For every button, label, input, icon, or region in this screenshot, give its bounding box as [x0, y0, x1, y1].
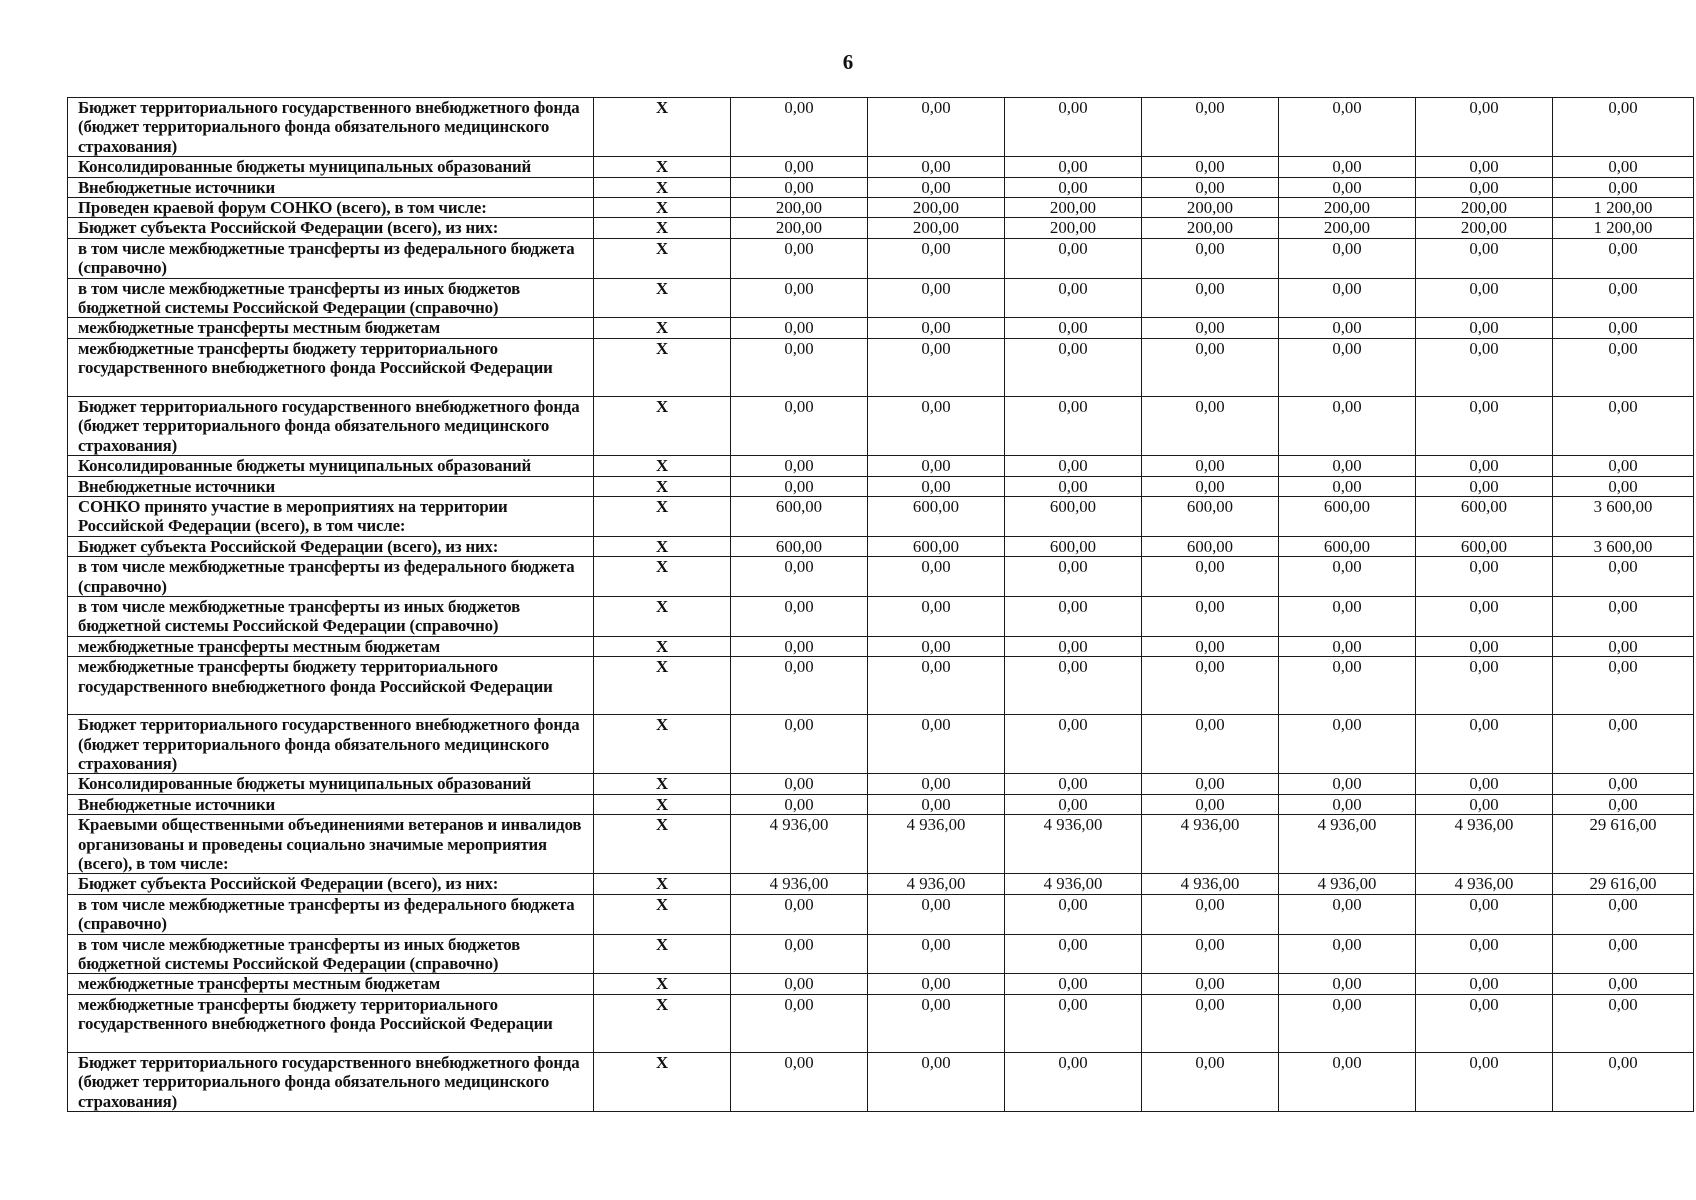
row-label: Бюджет территориального государственного внебюджетного фонда (бюджет территориального фонда обязательного медицинского страхования)	[68, 98, 594, 157]
row-year-value: 4 936,00	[1005, 815, 1142, 874]
row-year-value: 200,00	[1142, 218, 1279, 238]
row-year-value: 0,00	[1279, 238, 1416, 278]
row-year-value: 0,00	[731, 557, 868, 597]
row-year-value: 0,00	[1005, 177, 1142, 197]
row-total-value: 0,00	[1553, 476, 1694, 496]
row-year-value: 200,00	[1005, 218, 1142, 238]
row-year-value: 600,00	[731, 536, 868, 556]
row-label: Консолидированные бюджеты муниципальных образований	[68, 774, 594, 794]
row-x-mark: X	[594, 994, 731, 1052]
row-year-value: 200,00	[1279, 218, 1416, 238]
row-year-value: 0,00	[1142, 338, 1279, 396]
row-year-value: 0,00	[1279, 934, 1416, 974]
row-year-value: 0,00	[1142, 715, 1279, 774]
row-total-value: 0,00	[1553, 157, 1694, 177]
row-total-value: 3 600,00	[1553, 496, 1694, 536]
row-year-value: 0,00	[868, 596, 1005, 636]
row-label: СОНКО принято участие в мероприятиях на территории Российской Федерации (всего), в том числе:	[68, 496, 594, 536]
row-year-value: 0,00	[1142, 396, 1279, 455]
row-year-value: 0,00	[1279, 278, 1416, 318]
row-year-value: 0,00	[1416, 636, 1553, 656]
row-year-value: 4 936,00	[1279, 874, 1416, 894]
row-year-value: 600,00	[1416, 496, 1553, 536]
row-year-value: 4 936,00	[1416, 815, 1553, 874]
row-year-value: 0,00	[731, 1052, 868, 1111]
row-year-value: 0,00	[1005, 476, 1142, 496]
row-year-value: 0,00	[1005, 157, 1142, 177]
row-year-value: 0,00	[1142, 774, 1279, 794]
row-year-value: 0,00	[1279, 476, 1416, 496]
row-year-value: 0,00	[1005, 974, 1142, 994]
row-year-value: 0,00	[1416, 794, 1553, 814]
row-year-value: 0,00	[731, 396, 868, 455]
row-total-value: 0,00	[1553, 894, 1694, 934]
row-year-value: 200,00	[1416, 198, 1553, 218]
row-year-value: 0,00	[1279, 974, 1416, 994]
page-number: 6	[842, 50, 854, 74]
table-row	[68, 794, 1694, 814]
row-year-value: 200,00	[731, 218, 868, 238]
row-year-value: 0,00	[868, 396, 1005, 455]
row-year-value: 200,00	[731, 198, 868, 218]
table-row	[68, 994, 1694, 1052]
row-total-value: 0,00	[1553, 177, 1694, 197]
row-year-value: 0,00	[868, 894, 1005, 934]
row-year-value: 0,00	[868, 318, 1005, 338]
row-year-value: 0,00	[1005, 1052, 1142, 1111]
table-row	[68, 657, 1694, 715]
row-year-value: 0,00	[731, 934, 868, 974]
table-row	[68, 874, 1694, 894]
row-year-value: 4 936,00	[1142, 874, 1279, 894]
row-x-mark: X	[594, 338, 731, 396]
row-year-value: 0,00	[731, 715, 868, 774]
row-label: Консолидированные бюджеты муниципальных образований	[68, 456, 594, 476]
table-row	[68, 476, 1694, 496]
row-year-value: 0,00	[1142, 596, 1279, 636]
row-label: межбюджетные трансферты бюджету территориального государственного внебюджетного фонда Российской Федерации	[68, 994, 594, 1052]
table-row	[68, 774, 1694, 794]
row-year-value: 0,00	[868, 476, 1005, 496]
row-year-value: 0,00	[868, 794, 1005, 814]
row-year-value: 0,00	[1142, 98, 1279, 157]
row-year-value: 0,00	[1279, 636, 1416, 656]
row-year-value: 0,00	[1279, 994, 1416, 1052]
row-x-mark: X	[594, 657, 731, 715]
row-year-value: 0,00	[731, 338, 868, 396]
row-total-value: 0,00	[1553, 794, 1694, 814]
row-year-value: 0,00	[1279, 894, 1416, 934]
row-year-value: 0,00	[1279, 557, 1416, 597]
budget-table	[67, 97, 1694, 1112]
table-row	[68, 318, 1694, 338]
row-total-value: 0,00	[1553, 278, 1694, 318]
row-total-value: 0,00	[1553, 318, 1694, 338]
row-year-value: 0,00	[1142, 894, 1279, 934]
row-year-value: 0,00	[1142, 278, 1279, 318]
row-total-value: 0,00	[1553, 98, 1694, 157]
row-year-value: 0,00	[1416, 238, 1553, 278]
row-year-value: 0,00	[731, 974, 868, 994]
row-x-mark: X	[594, 157, 731, 177]
row-total-value: 0,00	[1553, 774, 1694, 794]
row-total-value: 0,00	[1553, 338, 1694, 396]
row-year-value: 0,00	[731, 994, 868, 1052]
row-year-value: 0,00	[1416, 596, 1553, 636]
row-label: Бюджет территориального государственного внебюджетного фонда (бюджет территориального фонда обязательного медицинского страхования)	[68, 1052, 594, 1111]
row-year-value: 0,00	[731, 476, 868, 496]
row-label: межбюджетные трансферты местным бюджетам	[68, 636, 594, 656]
row-year-value: 0,00	[1416, 715, 1553, 774]
row-year-value: 0,00	[1279, 318, 1416, 338]
row-year-value: 0,00	[1005, 657, 1142, 715]
row-year-value: 4 936,00	[1416, 874, 1553, 894]
row-year-value: 600,00	[731, 496, 868, 536]
row-x-mark: X	[594, 177, 731, 197]
row-year-value: 0,00	[1279, 98, 1416, 157]
row-year-value: 0,00	[868, 98, 1005, 157]
row-year-value: 0,00	[1416, 456, 1553, 476]
row-year-value: 0,00	[1416, 894, 1553, 934]
row-year-value: 4 936,00	[1279, 815, 1416, 874]
row-year-value: 0,00	[731, 794, 868, 814]
row-label: Краевыми общественными объединениями ветеранов и инвалидов организованы и проведены социально значимые мероприятия (всего), в том числе:	[68, 815, 594, 874]
row-year-value: 0,00	[868, 636, 1005, 656]
row-year-value: 0,00	[868, 238, 1005, 278]
row-year-value: 0,00	[1005, 636, 1142, 656]
row-x-mark: X	[594, 278, 731, 318]
row-year-value: 0,00	[731, 596, 868, 636]
row-year-value: 0,00	[1142, 794, 1279, 814]
row-label: в том числе межбюджетные трансферты из федерального бюджета (справочно)	[68, 894, 594, 934]
row-year-value: 4 936,00	[868, 874, 1005, 894]
row-x-mark: X	[594, 934, 731, 974]
row-year-value: 0,00	[1142, 557, 1279, 597]
table-row	[68, 557, 1694, 597]
row-total-value: 3 600,00	[1553, 536, 1694, 556]
row-year-value: 600,00	[1005, 536, 1142, 556]
table-body	[68, 98, 1694, 1112]
row-total-value: 0,00	[1553, 715, 1694, 774]
row-year-value: 0,00	[1142, 636, 1279, 656]
row-year-value: 0,00	[1005, 557, 1142, 597]
row-label: межбюджетные трансферты бюджету территориального государственного внебюджетного фонда Российской Федерации	[68, 338, 594, 396]
row-year-value: 0,00	[1279, 396, 1416, 455]
row-label: Внебюджетные источники	[68, 177, 594, 197]
row-year-value: 200,00	[1416, 218, 1553, 238]
row-label: в том числе межбюджетные трансферты из федерального бюджета (справочно)	[68, 238, 594, 278]
row-year-value: 0,00	[731, 636, 868, 656]
row-year-value: 0,00	[1005, 794, 1142, 814]
row-x-mark: X	[594, 476, 731, 496]
row-label: Бюджет субъекта Российской Федерации (всего), из них:	[68, 218, 594, 238]
row-year-value: 0,00	[1279, 794, 1416, 814]
row-year-value: 0,00	[1142, 657, 1279, 715]
row-year-value: 0,00	[868, 177, 1005, 197]
row-total-value: 0,00	[1553, 974, 1694, 994]
row-total-value: 0,00	[1553, 934, 1694, 974]
row-year-value: 0,00	[868, 934, 1005, 974]
row-year-value: 0,00	[1142, 456, 1279, 476]
row-label: Внебюджетные источники	[68, 794, 594, 814]
row-total-value: 29 616,00	[1553, 815, 1694, 874]
row-year-value: 0,00	[1005, 715, 1142, 774]
row-year-value: 0,00	[868, 278, 1005, 318]
row-year-value: 0,00	[1005, 894, 1142, 934]
row-label: межбюджетные трансферты местным бюджетам	[68, 318, 594, 338]
row-year-value: 0,00	[1005, 98, 1142, 157]
row-year-value: 0,00	[1416, 396, 1553, 455]
row-label: Бюджет субъекта Российской Федерации (всего), из них:	[68, 536, 594, 556]
row-year-value: 0,00	[1005, 278, 1142, 318]
row-year-value: 0,00	[1416, 557, 1553, 597]
row-total-value: 0,00	[1553, 1052, 1694, 1111]
row-label: Бюджет территориального государственного внебюджетного фонда (бюджет территориального фонда обязательного медицинского страхования)	[68, 715, 594, 774]
table-row	[68, 815, 1694, 874]
row-x-mark: X	[594, 318, 731, 338]
row-year-value: 0,00	[1005, 994, 1142, 1052]
row-label: Проведен краевой форум СОНКО (всего), в том числе:	[68, 198, 594, 218]
row-total-value: 0,00	[1553, 238, 1694, 278]
row-year-value: 0,00	[1416, 177, 1553, 197]
row-year-value: 0,00	[1416, 98, 1553, 157]
table-row	[68, 974, 1694, 994]
table-row	[68, 238, 1694, 278]
table-row	[68, 177, 1694, 197]
row-year-value: 0,00	[731, 177, 868, 197]
row-year-value: 0,00	[1279, 657, 1416, 715]
row-label: в том числе межбюджетные трансферты из федерального бюджета (справочно)	[68, 557, 594, 597]
row-year-value: 0,00	[1005, 934, 1142, 974]
row-year-value: 0,00	[868, 715, 1005, 774]
row-x-mark: X	[594, 557, 731, 597]
table-row	[68, 1052, 1694, 1111]
row-x-mark: X	[594, 596, 731, 636]
row-x-mark: X	[594, 974, 731, 994]
row-year-value: 600,00	[1005, 496, 1142, 536]
row-year-value: 600,00	[868, 536, 1005, 556]
table-row	[68, 496, 1694, 536]
row-total-value: 0,00	[1553, 456, 1694, 476]
row-year-value: 600,00	[1142, 496, 1279, 536]
row-x-mark: X	[594, 456, 731, 476]
row-year-value: 0,00	[1416, 338, 1553, 396]
row-year-value: 0,00	[1142, 177, 1279, 197]
row-label: Консолидированные бюджеты муниципальных образований	[68, 157, 594, 177]
table-row	[68, 934, 1694, 974]
row-year-value: 0,00	[731, 657, 868, 715]
row-year-value: 0,00	[868, 1052, 1005, 1111]
row-year-value: 0,00	[731, 318, 868, 338]
row-x-mark: X	[594, 715, 731, 774]
row-year-value: 600,00	[1279, 536, 1416, 556]
row-year-value: 0,00	[731, 278, 868, 318]
row-year-value: 200,00	[1279, 198, 1416, 218]
row-x-mark: X	[594, 874, 731, 894]
row-total-value: 1 200,00	[1553, 218, 1694, 238]
row-x-mark: X	[594, 774, 731, 794]
table-row	[68, 396, 1694, 455]
row-year-value: 600,00	[868, 496, 1005, 536]
row-year-value: 200,00	[868, 198, 1005, 218]
row-year-value: 0,00	[868, 657, 1005, 715]
row-year-value: 0,00	[1142, 994, 1279, 1052]
table-row	[68, 98, 1694, 157]
row-label: Бюджет субъекта Российской Федерации (всего), из них:	[68, 874, 594, 894]
row-x-mark: X	[594, 636, 731, 656]
row-year-value: 0,00	[731, 774, 868, 794]
row-year-value: 0,00	[1279, 456, 1416, 476]
row-year-value: 0,00	[1416, 774, 1553, 794]
row-year-value: 0,00	[1279, 157, 1416, 177]
row-total-value: 0,00	[1553, 557, 1694, 597]
row-year-value: 0,00	[731, 894, 868, 934]
row-year-value: 0,00	[868, 994, 1005, 1052]
row-year-value: 0,00	[1416, 657, 1553, 715]
row-year-value: 4 936,00	[1005, 874, 1142, 894]
row-year-value: 0,00	[868, 157, 1005, 177]
row-year-value: 0,00	[1279, 1052, 1416, 1111]
row-total-value: 0,00	[1553, 596, 1694, 636]
row-year-value: 0,00	[1142, 318, 1279, 338]
row-year-value: 0,00	[1142, 974, 1279, 994]
row-year-value: 0,00	[1416, 476, 1553, 496]
row-year-value: 0,00	[1005, 238, 1142, 278]
table-row	[68, 278, 1694, 318]
row-total-value: 0,00	[1553, 636, 1694, 656]
row-year-value: 0,00	[731, 238, 868, 278]
row-year-value: 0,00	[1279, 774, 1416, 794]
row-label: в том числе межбюджетные трансферты из иных бюджетов бюджетной системы Российской Федерации (справочно)	[68, 278, 594, 318]
row-year-value: 0,00	[868, 456, 1005, 476]
row-label: Бюджет территориального государственного внебюджетного фонда (бюджет территориального фонда обязательного медицинского страхования)	[68, 396, 594, 455]
row-x-mark: X	[594, 1052, 731, 1111]
row-year-value: 0,00	[1279, 338, 1416, 396]
table-row	[68, 198, 1694, 218]
row-year-value: 0,00	[1416, 934, 1553, 974]
row-year-value: 200,00	[868, 218, 1005, 238]
row-x-mark: X	[594, 815, 731, 874]
row-total-value: 0,00	[1553, 994, 1694, 1052]
row-x-mark: X	[594, 496, 731, 536]
row-year-value: 0,00	[1005, 456, 1142, 476]
row-year-value: 0,00	[1279, 596, 1416, 636]
row-year-value: 4 936,00	[731, 874, 868, 894]
table-row	[68, 715, 1694, 774]
row-year-value: 200,00	[1005, 198, 1142, 218]
table-row	[68, 636, 1694, 656]
row-year-value: 0,00	[731, 157, 868, 177]
row-year-value: 0,00	[1416, 1052, 1553, 1111]
row-x-mark: X	[594, 198, 731, 218]
row-year-value: 0,00	[1142, 934, 1279, 974]
row-year-value: 0,00	[1279, 715, 1416, 774]
row-year-value: 0,00	[1142, 157, 1279, 177]
row-year-value: 0,00	[731, 98, 868, 157]
row-year-value: 0,00	[1005, 318, 1142, 338]
row-x-mark: X	[594, 98, 731, 157]
row-label: межбюджетные трансферты бюджету территориального государственного внебюджетного фонда Российской Федерации	[68, 657, 594, 715]
row-year-value: 0,00	[1142, 1052, 1279, 1111]
row-label: в том числе межбюджетные трансферты из иных бюджетов бюджетной системы Российской Федерации (справочно)	[68, 596, 594, 636]
row-x-mark: X	[594, 238, 731, 278]
row-year-value: 0,00	[1005, 396, 1142, 455]
row-total-value: 1 200,00	[1553, 198, 1694, 218]
row-year-value: 4 936,00	[731, 815, 868, 874]
row-total-value: 29 616,00	[1553, 874, 1694, 894]
row-label: межбюджетные трансферты местным бюджетам	[68, 974, 594, 994]
row-year-value: 4 936,00	[868, 815, 1005, 874]
row-year-value: 600,00	[1416, 536, 1553, 556]
table-row	[68, 456, 1694, 476]
table-row	[68, 157, 1694, 177]
row-year-value: 4 936,00	[1142, 815, 1279, 874]
row-x-mark: X	[594, 218, 731, 238]
row-year-value: 0,00	[731, 456, 868, 476]
row-x-mark: X	[594, 794, 731, 814]
row-year-value: 0,00	[1416, 157, 1553, 177]
row-year-value: 0,00	[1416, 318, 1553, 338]
table-row	[68, 894, 1694, 934]
row-year-value: 0,00	[1005, 774, 1142, 794]
row-year-value: 0,00	[1005, 338, 1142, 396]
row-label: Внебюджетные источники	[68, 476, 594, 496]
row-x-mark: X	[594, 536, 731, 556]
row-year-value: 0,00	[868, 974, 1005, 994]
row-x-mark: X	[594, 894, 731, 934]
row-year-value: 0,00	[868, 774, 1005, 794]
row-year-value: 200,00	[1142, 198, 1279, 218]
table-row	[68, 338, 1694, 396]
row-total-value: 0,00	[1553, 396, 1694, 455]
row-year-value: 0,00	[1416, 974, 1553, 994]
row-year-value: 0,00	[868, 338, 1005, 396]
table-row	[68, 218, 1694, 238]
row-year-value: 0,00	[1279, 177, 1416, 197]
row-year-value: 600,00	[1279, 496, 1416, 536]
row-year-value: 0,00	[868, 557, 1005, 597]
row-year-value: 0,00	[1005, 596, 1142, 636]
table-row	[68, 536, 1694, 556]
row-year-value: 600,00	[1142, 536, 1279, 556]
row-label: в том числе межбюджетные трансферты из иных бюджетов бюджетной системы Российской Федерации (справочно)	[68, 934, 594, 974]
row-x-mark: X	[594, 396, 731, 455]
table-row	[68, 596, 1694, 636]
row-year-value: 0,00	[1142, 238, 1279, 278]
row-year-value: 0,00	[1416, 278, 1553, 318]
row-year-value: 0,00	[1142, 476, 1279, 496]
row-year-value: 0,00	[1416, 994, 1553, 1052]
row-total-value: 0,00	[1553, 657, 1694, 715]
